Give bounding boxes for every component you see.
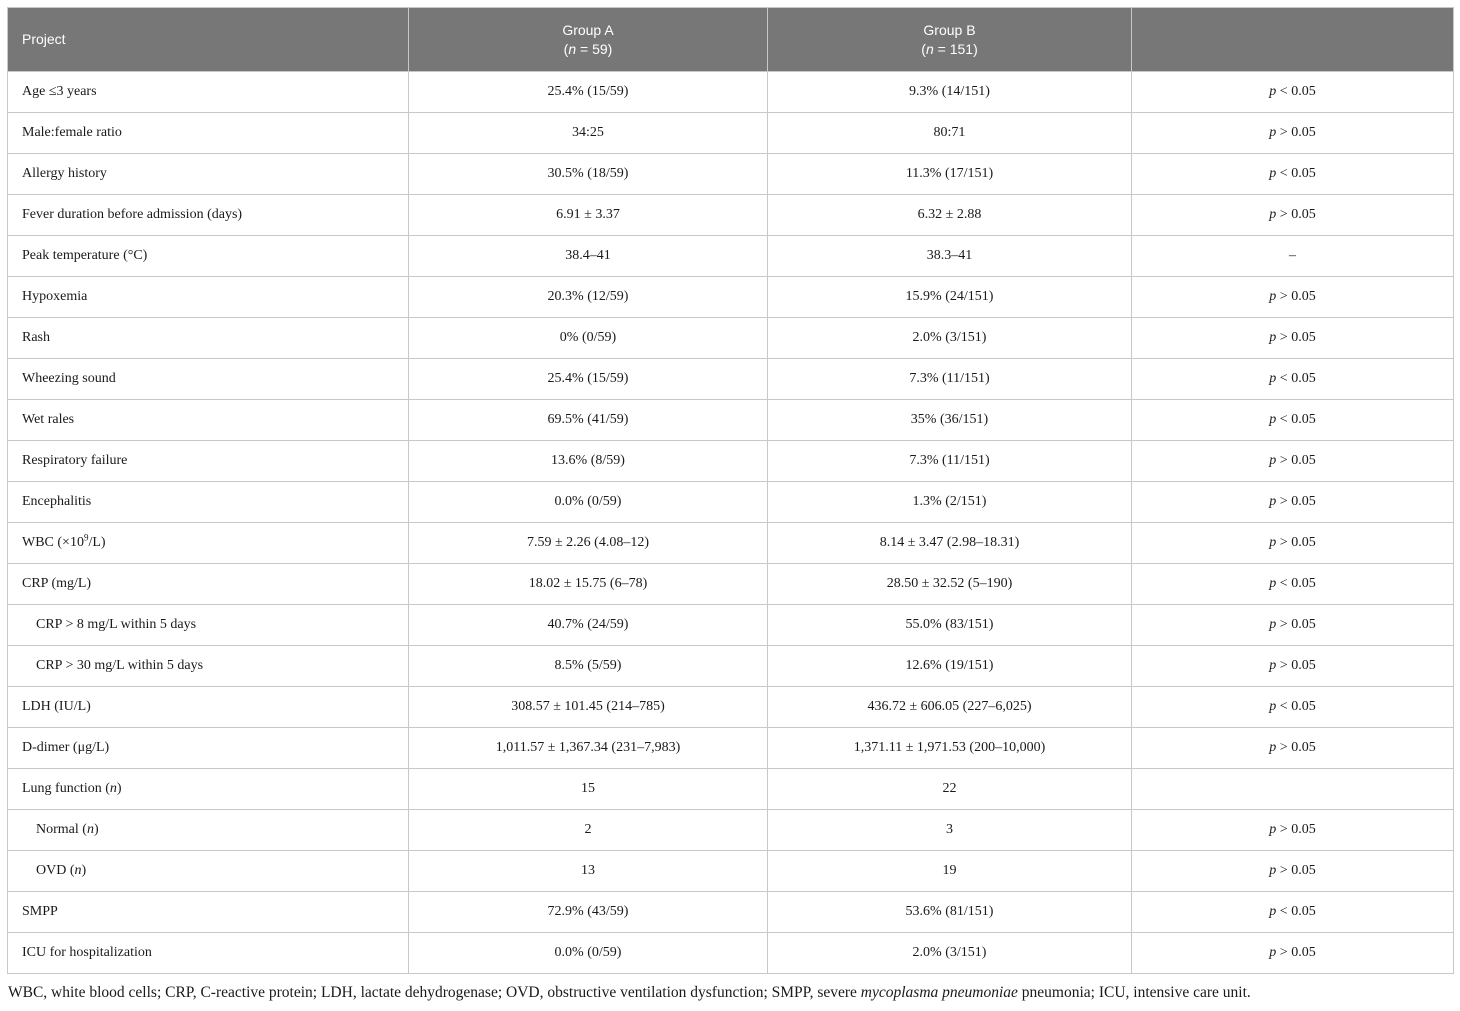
cell-group-a: 0.0% (0/59) — [409, 933, 768, 974]
table-body — [8, 72, 1454, 974]
cell-group-a: 6.91 ± 3.37 — [409, 195, 768, 236]
row-label — [8, 277, 409, 318]
p-rest: > 0.05 — [1276, 289, 1316, 304]
row-label-tail: /L) — [88, 535, 106, 550]
row-label-text: LDH (IU/L) — [22, 699, 91, 714]
cell-group-b: 11.3% (17/151) — [768, 154, 1132, 195]
cell-p-value — [1132, 810, 1454, 851]
cell-group-a: 0.0% (0/59) — [409, 482, 768, 523]
cell-group-a: 15 — [409, 769, 768, 810]
table-row — [8, 810, 1454, 851]
table-row — [8, 728, 1454, 769]
table-row — [8, 892, 1454, 933]
cell-p-value — [1132, 72, 1454, 113]
row-label-tail: ) — [93, 822, 99, 837]
table-row — [8, 441, 1454, 482]
p-rest: > 0.05 — [1276, 330, 1316, 345]
cell-p-value — [1132, 523, 1454, 564]
p-var: p — [1269, 371, 1277, 386]
cell-p-value — [1132, 277, 1454, 318]
row-label-text: CRP (mg/L) — [22, 576, 92, 591]
table-wrapper — [7, 7, 1453, 974]
cell-group-a: 34:25 — [409, 113, 768, 154]
row-label-text: D-dimer (μg/L) — [22, 740, 110, 755]
cell-group-b: 12.6% (19/151) — [768, 646, 1132, 687]
p-var: p — [1269, 658, 1277, 673]
table-row — [8, 933, 1454, 974]
group-b-close: ) — [973, 40, 978, 57]
header-group-a — [409, 8, 768, 72]
row-label-italic: n — [74, 863, 82, 878]
cell-group-b: 22 — [768, 769, 1132, 810]
cell-group-b: 35% (36/151) — [768, 400, 1132, 441]
row-label-text: Wet rales — [22, 412, 75, 427]
row-label — [8, 441, 409, 482]
cell-group-b: 9.3% (14/151) — [768, 72, 1132, 113]
row-label-sup: 9 — [83, 532, 89, 543]
row-label-text: Encephalitis — [22, 494, 92, 509]
group-b-count — [780, 40, 1119, 59]
comparison-table — [7, 7, 1454, 974]
group-a-open: ( — [563, 40, 569, 57]
cell-group-a: 13 — [409, 851, 768, 892]
p-rest: < 0.05 — [1276, 371, 1316, 386]
cell-group-a: 69.5% (41/59) — [409, 400, 768, 441]
group-b-name: Group B — [923, 21, 976, 38]
p-rest: > 0.05 — [1276, 617, 1316, 632]
row-label — [8, 318, 409, 359]
row-label-text: Rash — [22, 330, 50, 345]
row-label-text: Age ≤3 years — [22, 84, 97, 99]
table-row — [8, 482, 1454, 523]
row-label-text: CRP > 8 mg/L within 5 days — [36, 617, 197, 632]
cell-p-value — [1132, 646, 1454, 687]
cell-group-a: 38.4–41 — [409, 236, 768, 277]
cell-group-a: 13.6% (8/59) — [409, 441, 768, 482]
cell-group-b: 2.0% (3/151) — [768, 933, 1132, 974]
cell-group-b: 7.3% (11/151) — [768, 359, 1132, 400]
cell-group-b: 1,371.11 ± 1,971.53 (200–10,000) — [768, 728, 1132, 769]
cell-p-value — [1132, 892, 1454, 933]
row-label — [8, 646, 409, 687]
row-label — [8, 482, 409, 523]
table-row — [8, 195, 1454, 236]
table-row — [8, 687, 1454, 728]
cell-group-b: 2.0% (3/151) — [768, 318, 1132, 359]
row-label-text: Lung function ( — [22, 781, 110, 796]
cell-group-b: 19 — [768, 851, 1132, 892]
cell-group-b: 55.0% (83/151) — [768, 605, 1132, 646]
table-row — [8, 72, 1454, 113]
cell-group-a: 0% (0/59) — [409, 318, 768, 359]
table-row — [8, 277, 1454, 318]
cell-p-value — [1132, 851, 1454, 892]
row-label — [8, 400, 409, 441]
table-row — [8, 605, 1454, 646]
row-label — [8, 195, 409, 236]
cell-group-b: 80:71 — [768, 113, 1132, 154]
row-label — [8, 236, 409, 277]
group-a-n-var: n — [568, 40, 577, 57]
p-rest: > 0.05 — [1276, 863, 1316, 878]
footnote-before: WBC, white blood cells; CRP, C-reactive protein; LDH, lactate dehydrogenase; OVD, obstructive ventilation dysfunction; SMPP, severe — [8, 984, 861, 1001]
p-rest: – — [1289, 248, 1296, 263]
row-label — [8, 687, 409, 728]
header-row — [8, 8, 1454, 72]
cell-p-value — [1132, 687, 1454, 728]
cell-group-b: 28.50 ± 32.52 (5–190) — [768, 564, 1132, 605]
table-row — [8, 359, 1454, 400]
cell-group-b: 8.14 ± 3.47 (2.98–18.31) — [768, 523, 1132, 564]
group-a-count — [421, 40, 755, 59]
cell-p-value — [1132, 933, 1454, 974]
row-label-text: WBC (×10 — [22, 535, 84, 550]
cell-p-value — [1132, 113, 1454, 154]
cell-group-b: 3 — [768, 810, 1132, 851]
cell-p-value — [1132, 482, 1454, 523]
row-label-text: Fever duration before admission (days) — [22, 207, 243, 222]
p-var: p — [1269, 945, 1277, 960]
cell-p-value — [1132, 769, 1454, 810]
p-rest: < 0.05 — [1276, 699, 1316, 714]
footnote-italic: mycoplasma pneumoniae — [860, 984, 1018, 1001]
cell-group-a: 30.5% (18/59) — [409, 154, 768, 195]
row-label-tail: ) — [81, 863, 87, 878]
table-row — [8, 564, 1454, 605]
row-label-text: SMPP — [22, 904, 58, 919]
cell-p-value — [1132, 318, 1454, 359]
p-var: p — [1269, 412, 1277, 427]
p-var: p — [1269, 330, 1277, 345]
p-rest: < 0.05 — [1276, 412, 1316, 427]
cell-group-a: 308.57 ± 101.45 (214–785) — [409, 687, 768, 728]
row-label — [8, 154, 409, 195]
p-rest: < 0.05 — [1276, 904, 1316, 919]
cell-group-a: 18.02 ± 15.75 (6–78) — [409, 564, 768, 605]
cell-group-a: 40.7% (24/59) — [409, 605, 768, 646]
row-label — [8, 564, 409, 605]
p-var: p — [1269, 863, 1277, 878]
row-label-text: ICU for hospitalization — [22, 945, 152, 960]
cell-p-value — [1132, 564, 1454, 605]
cell-p-value — [1132, 154, 1454, 195]
p-rest: > 0.05 — [1276, 207, 1316, 222]
p-rest: < 0.05 — [1276, 84, 1316, 99]
row-label-text: Respiratory failure — [22, 453, 128, 468]
cell-group-a: 72.9% (43/59) — [409, 892, 768, 933]
p-var: p — [1269, 617, 1277, 632]
row-label-text: OVD ( — [36, 863, 75, 878]
footnote-after: pneumonia; ICU, intensive care unit. — [1017, 984, 1251, 1001]
row-label — [8, 72, 409, 113]
table-row — [8, 236, 1454, 277]
p-var: p — [1269, 576, 1277, 591]
header-project: Project — [8, 8, 409, 72]
row-label — [8, 810, 409, 851]
p-rest: > 0.05 — [1276, 494, 1316, 509]
p-var: p — [1269, 84, 1277, 99]
row-label — [8, 851, 409, 892]
p-rest: < 0.05 — [1276, 166, 1316, 181]
row-label — [8, 933, 409, 974]
cell-p-value — [1132, 359, 1454, 400]
row-label-text: Wheezing sound — [22, 371, 116, 386]
cell-group-a: 25.4% (15/59) — [409, 359, 768, 400]
header-group-b — [768, 8, 1132, 72]
group-b-n-var: n — [925, 40, 934, 57]
cell-group-a: 8.5% (5/59) — [409, 646, 768, 687]
p-rest: > 0.05 — [1276, 740, 1316, 755]
row-label — [8, 605, 409, 646]
table-row — [8, 646, 1454, 687]
p-var: p — [1269, 166, 1277, 181]
p-var: p — [1269, 207, 1277, 222]
row-label-text: Male:female ratio — [22, 125, 122, 140]
table-row — [8, 400, 1454, 441]
table-row — [8, 851, 1454, 892]
cell-p-value — [1132, 728, 1454, 769]
row-label-italic: n — [109, 781, 117, 796]
cell-group-b: 436.72 ± 606.05 (227–6,025) — [768, 687, 1132, 728]
cell-p-value — [1132, 236, 1454, 277]
cell-group-b: 7.3% (11/151) — [768, 441, 1132, 482]
row-label — [8, 113, 409, 154]
table-row — [8, 523, 1454, 564]
row-label — [8, 892, 409, 933]
cell-p-value — [1132, 441, 1454, 482]
p-var: p — [1269, 125, 1277, 140]
p-rest: > 0.05 — [1276, 822, 1316, 837]
group-b-n-val: = 151 — [933, 40, 974, 57]
row-label — [8, 728, 409, 769]
table-row — [8, 113, 1454, 154]
cell-group-b: 15.9% (24/151) — [768, 277, 1132, 318]
p-var: p — [1269, 822, 1277, 837]
row-label-italic: n — [86, 822, 94, 837]
row-label — [8, 359, 409, 400]
header-p-value — [1132, 8, 1454, 72]
cell-group-a: 7.59 ± 2.26 (4.08–12) — [409, 523, 768, 564]
p-var: p — [1269, 740, 1277, 755]
row-label-text: Allergy history — [22, 166, 107, 181]
p-rest: < 0.05 — [1276, 576, 1316, 591]
cell-group-a: 1,011.57 ± 1,367.34 (231–7,983) — [409, 728, 768, 769]
p-rest: > 0.05 — [1276, 125, 1316, 140]
cell-group-a: 20.3% (12/59) — [409, 277, 768, 318]
cell-p-value — [1132, 400, 1454, 441]
cell-p-value — [1132, 605, 1454, 646]
p-var: p — [1269, 289, 1277, 304]
group-b-open: ( — [921, 40, 926, 57]
cell-p-value — [1132, 195, 1454, 236]
p-var: p — [1269, 535, 1277, 550]
cell-group-b: 6.32 ± 2.88 — [768, 195, 1132, 236]
p-rest: > 0.05 — [1276, 535, 1316, 550]
table-header — [8, 8, 1454, 72]
cell-group-a: 25.4% (15/59) — [409, 72, 768, 113]
group-a-n-val: = 59 — [576, 40, 608, 57]
p-var: p — [1269, 453, 1277, 468]
cell-group-b: 38.3–41 — [768, 236, 1132, 277]
table-row — [8, 318, 1454, 359]
row-label-text: Hypoxemia — [22, 289, 88, 304]
group-a-name: Group A — [562, 21, 614, 38]
row-label — [8, 523, 409, 564]
cell-group-b: 53.6% (81/151) — [768, 892, 1132, 933]
table-footnote — [8, 984, 1251, 1002]
p-var: p — [1269, 699, 1277, 714]
table-row — [8, 769, 1454, 810]
row-label — [8, 769, 409, 810]
row-label-tail: ) — [116, 781, 122, 796]
table-row — [8, 154, 1454, 195]
p-rest: > 0.05 — [1276, 658, 1316, 673]
cell-group-b: 1.3% (2/151) — [768, 482, 1132, 523]
p-rest: > 0.05 — [1276, 945, 1316, 960]
p-var: p — [1269, 494, 1277, 509]
row-label-text: Normal ( — [36, 822, 87, 837]
row-label-text: Peak temperature (°C) — [22, 248, 148, 263]
cell-group-a: 2 — [409, 810, 768, 851]
row-label-text: CRP > 30 mg/L within 5 days — [36, 658, 204, 673]
p-var: p — [1269, 904, 1277, 919]
group-a-close: ) — [607, 40, 613, 57]
p-rest: > 0.05 — [1276, 453, 1316, 468]
